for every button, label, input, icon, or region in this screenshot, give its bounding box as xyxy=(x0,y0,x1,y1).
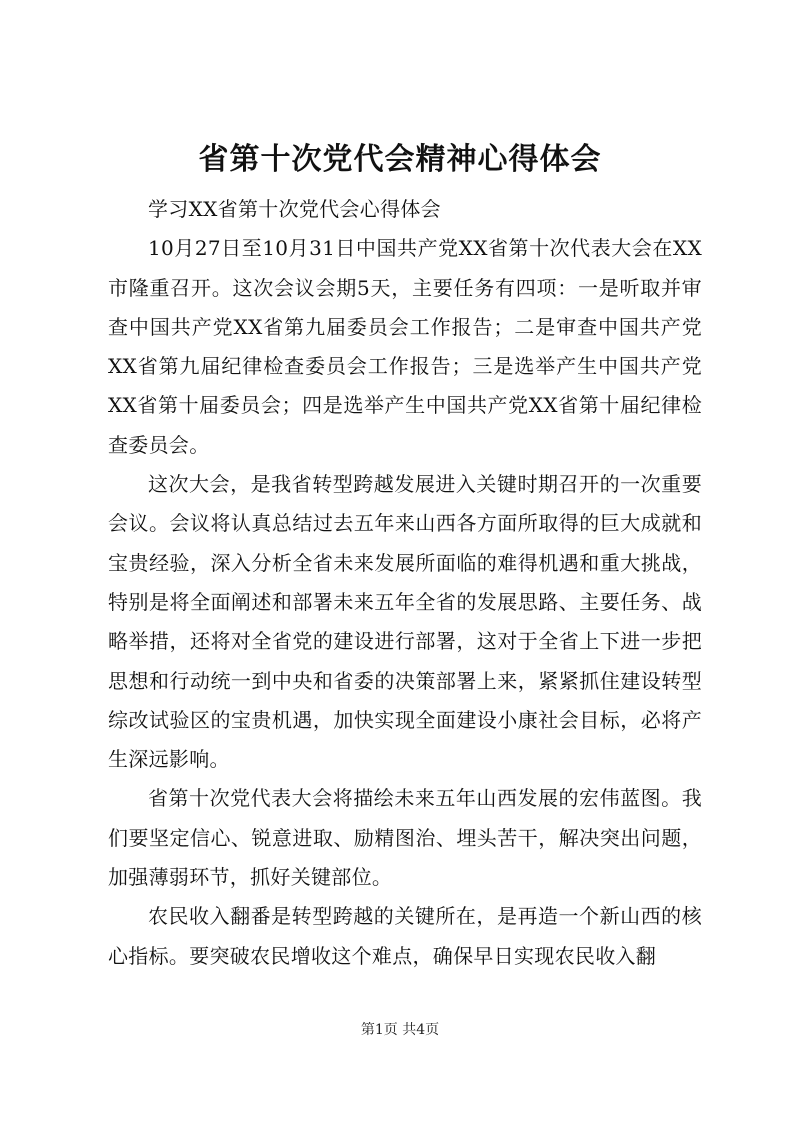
body-paragraph: 10月27日至10月31日中国共产党XX省第十次代表大会在XX市隆重召开。这次会议会期5天，主要任务有四项：一是听取并审查中国共产党XX省第九届委员会工作报告；二是审查中国共产党XX省第九届纪律检查委员会工作报告；三是选举产生中国共产党XX省第十届委员会；四是选举产生中国共产党XX省第十届纪律检查委员会。 xyxy=(108,236,702,457)
body-paragraph: 农民收入翻番是转型跨越的关键所在，是再造一个新山西的核心指标。要突破农民增收这个难点，确保早日实现农民收入翻 xyxy=(108,904,702,968)
page-footer: 第1页 共4页 xyxy=(360,1022,440,1038)
subtitle-paragraph: 学习XX省第十次党代会心得体会 xyxy=(148,197,441,221)
document-title: 省第十次党代会精神心得体会 xyxy=(198,142,602,177)
body-paragraph: 省第十次党代表大会将描绘未来五年山西发展的宏伟蓝图。我们要坚定信心、锐意进取、励精图治、埋头苦干，解决突出问题，加强薄弱环节，抓好关键部位。 xyxy=(108,786,702,890)
document-body xyxy=(108,190,702,976)
body-paragraph: 这次大会，是我省转型跨越发展进入关键时期召开的一次重要会议。会议将认真总结过去五年来山西各方面所取得的巨大成就和宝贵经验，深入分析全省未来发展所面临的难得机遇和重大挑战，特别是将全面阐述和部署未来五年全省的发展思路、主要任务、战略举措，还将对全省党的建设进行部署，这对于全省上下进一步把思想和行动统一到中央和省委的决策部署上来，紧紧抓住建设转型综改试验区的宝贵机遇，加快实现全面建设小康社会目标，必将产生深远影响。 xyxy=(108,472,702,772)
